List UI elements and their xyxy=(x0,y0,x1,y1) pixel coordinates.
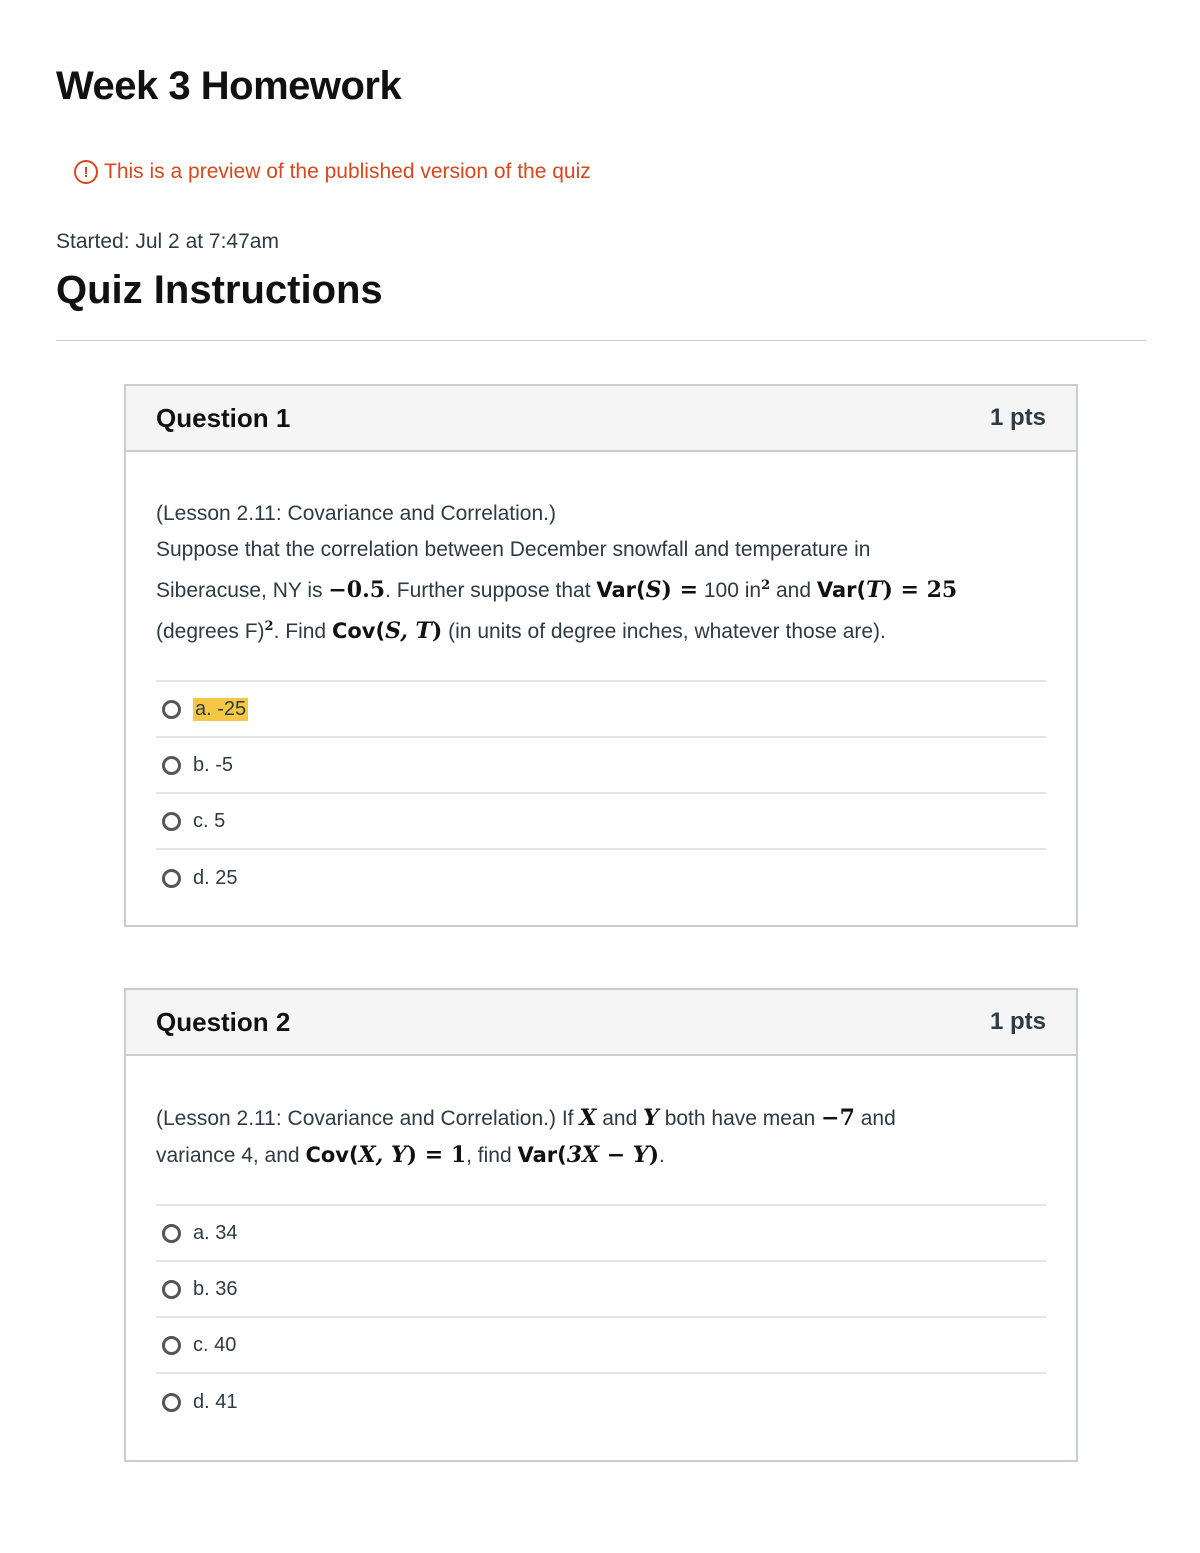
radio-button[interactable] xyxy=(162,812,181,831)
radio-button[interactable] xyxy=(162,869,181,888)
radio-button[interactable] xyxy=(162,1280,181,1299)
answer-list xyxy=(156,680,1046,906)
quiz-instructions-heading: Quiz Instructions xyxy=(56,268,383,312)
answer-label: d. 41 xyxy=(193,1390,238,1413)
page-title: Week 3 Homework xyxy=(56,64,402,108)
question-line: Siberacuse, NY is −0.5. Further suppose that Var(S) = 100 $in^2$ and Var(T) = 25 xyxy=(156,577,958,603)
answer-option[interactable] xyxy=(156,1318,1046,1374)
answer-option[interactable] xyxy=(156,738,1046,794)
radio-button[interactable] xyxy=(162,1393,181,1412)
question-line: Suppose that the correlation between December snowfall and temperature in xyxy=(156,538,871,561)
radio-button[interactable] xyxy=(162,1336,181,1355)
question-points: 1 pts xyxy=(989,404,1046,431)
answer-label: b. -5 xyxy=(193,753,234,776)
question-body xyxy=(126,1056,1076,1430)
answer-list xyxy=(156,1204,1046,1430)
warning-icon: ! xyxy=(74,160,98,184)
radio-button[interactable] xyxy=(162,1224,181,1243)
question-1 xyxy=(124,384,1078,927)
question-points: 1 pts xyxy=(989,1008,1046,1035)
answer-label: a. -25 xyxy=(195,697,247,720)
radio-button[interactable] xyxy=(162,756,181,775)
radio-button[interactable] xyxy=(162,700,181,719)
lesson-reference: (Lesson 2.11: Covariance and Correlation.) xyxy=(156,502,556,525)
answer-label: c. 40 xyxy=(193,1333,237,1356)
preview-notice-text: This is a preview of the published version of the quiz xyxy=(104,160,591,183)
question-header xyxy=(126,386,1076,452)
question-title: Question 1 xyxy=(156,402,291,433)
answer-option[interactable] xyxy=(156,850,1046,906)
answer-label: c. 5 xyxy=(193,809,226,832)
question-body xyxy=(126,452,1076,906)
answer-label: a. 34 xyxy=(193,1221,238,1244)
question-text xyxy=(156,496,1046,650)
question-line: (degrees F)$^2$. Find Cov(S, T) (in units of degree inches, whatever those are). xyxy=(156,618,886,644)
question-title: Question 2 xyxy=(156,1006,291,1037)
question-header xyxy=(126,990,1076,1056)
question-text xyxy=(156,1100,1046,1174)
answer-label: d. 25 xyxy=(193,866,238,889)
answer-label: b. 36 xyxy=(193,1277,238,1300)
answer-option[interactable] xyxy=(156,1206,1046,1262)
preview-notice xyxy=(74,160,591,184)
question-line: (Lesson 2.11: Covariance and Correlation.) If X and Y both have mean −7 and xyxy=(156,1105,896,1131)
question-line: variance 4, and Cov(X, Y) = 1, find Var(3X − Y). xyxy=(156,1142,665,1168)
answer-option[interactable] xyxy=(156,1262,1046,1318)
answer-option[interactable] xyxy=(156,1374,1046,1430)
answer-option[interactable] xyxy=(156,682,1046,738)
divider xyxy=(56,340,1146,341)
started-timestamp: Started: Jul 2 at 7:47am xyxy=(56,230,279,253)
question-2 xyxy=(124,988,1078,1462)
answer-option[interactable] xyxy=(156,794,1046,850)
